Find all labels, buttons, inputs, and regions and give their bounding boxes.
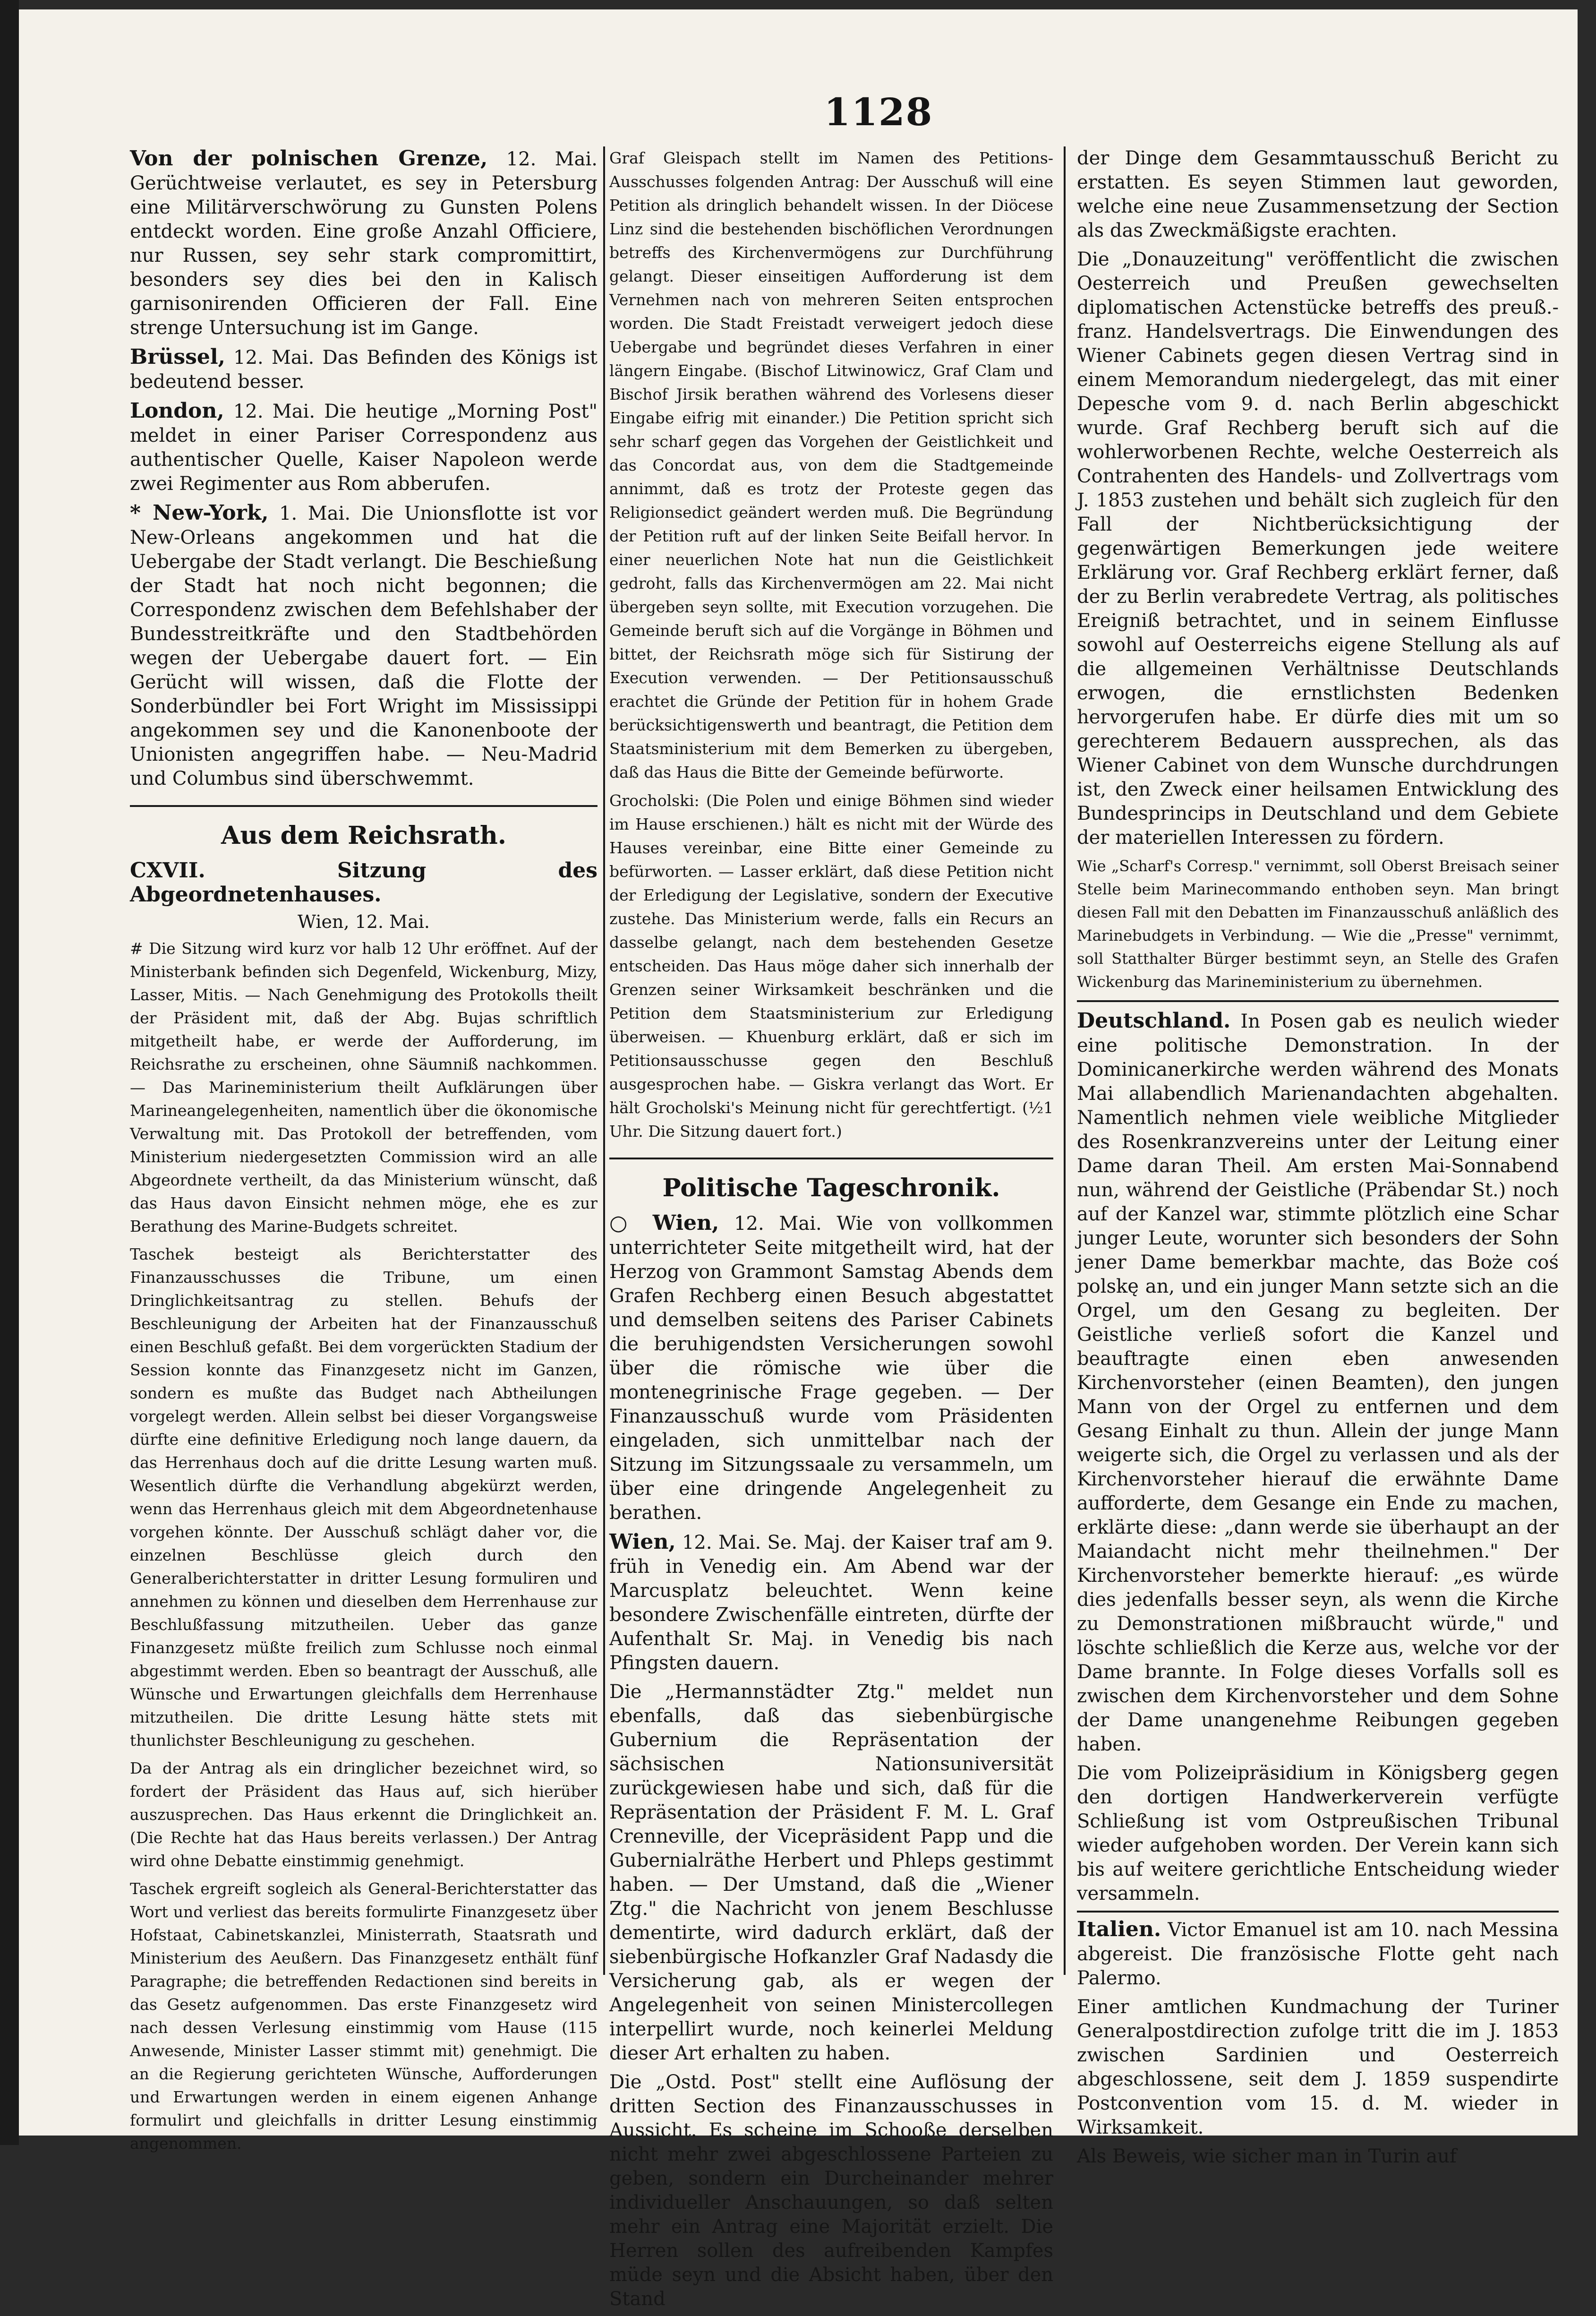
article-lead: Brüssel, [130, 345, 225, 369]
article-text: 12. Mai. Se. Maj. der Kaiser traf am 9. früh in Venedig ein. Am Abend war der Marcusplatz beleuchtet. Wenn keine besondere Zwischenfälle eintreten, dürfte der Aufenthalt Sr. Maj. in Venedig bis nach Pfingsten dauern. [609, 1532, 1053, 1674]
section-divider [1077, 1911, 1559, 1913]
article-text: 12. Mai. Wie von vollkommen unterrichteter Seite mitgetheilt wird, hat der Herzog von Grammont Samstag Abends dem Grafen Rechberg einen Besuch abgestattet und demselben seitens des Pariser Cabinets die beruhigendsten Versicherungen sowohl über die römische wie über die montenegrinische Frage gegeben. — Der Finanzausschuß wurde vom Präsidenten eingeladen, sich unmittelbar nach der Sitzung im Sitzungssaale zu versammeln, um über eine dringende Angelegenheit zu berathen. [609, 1213, 1054, 1524]
section-divider [609, 1158, 1053, 1159]
section-title-tageschronik: Politische Tageschronik. [662, 1174, 1000, 1202]
sitting-heading: CXVII. Sitzung des Abgeordnetenhauses. [130, 858, 597, 907]
paragraph: Die „Ostd. Post" stellt eine Auflösung der dritten Section des Finanzausschusses in Aussicht. Es scheine im Schooße derselben nicht mehr zwei abgeschlossene Parteien zu geben, sondern ein Durcheinander mehrer individueller Anschauungen, so daß selten mehr ein Antrag eine Majorität erzielt. Die Herren sollen des aufreibenden Kampfes müde seyn und die Absicht haben, über den Stand [609, 2071, 1053, 2310]
article-lead: * New-York, [130, 501, 269, 525]
paragraph: # Die Sitzung wird kurz vor halb 12 Uhr eröffnet. Auf der Ministerbank befinden sich Degenfeld, Wickenburg, Mizy, Lasser, Mitis. — Nach Genehmigung des Protokolls theilt der Präsident mit, daß der Abg. Bujas schriftlich mitgetheilt habe, er werde der Aufforderung, im Reichsrathe zu erscheinen, ohne Säumniß nachkommen. — Das Marineministerium theilt Aufklärungen über Marineangelegenheiten, namentlich über die ökonomische Verwaltung mit. Das Protokoll der betreffenden, vom Ministerium niedergesetzten Commission wird an alle Abgeordnete vertheilt, da das Ministerium wünscht, daß das Haus davon Einsicht nehmen möge, ehe es zur Berathung des Marine-Budgets schreitet. [130, 939, 597, 1235]
paragraph: Die vom Polizeipräsidium in Königsberg gegen den dortigen Handwerkerverein verfügte Schließung ist vom Ostpreußischen Tribunal wieder aufgehoben worden. Der Verein kann sich bis auf weitere gerichtliche Entscheidung wieder versammeln. [1077, 1762, 1559, 1904]
section-divider [130, 805, 597, 807]
article-italien [1077, 1917, 1559, 1990]
page-number: 1128 [824, 90, 933, 134]
column-2 [609, 146, 1053, 2316]
newspaper-page [19, 9, 1578, 2310]
dateline: Wien, 12. Mai. [298, 911, 430, 932]
paragraph: Da der Antrag als ein dringlicher bezeichnet wird, so fordert der Präsident das Haus auf, sich hierüber auszusprechen. Das Haus erkennt die Dringlichkeit an. (Die Rechte hat das Haus bereits verlassen.) Der Antrag wird ohne Debatte einstimmig genehmigt. [130, 1759, 597, 1870]
article-text: Victor Emanuel ist am 10. nach Messina abgereist. Die französische Flotte geht nach Palermo. [1077, 1919, 1559, 1989]
article-lead: London, [130, 399, 224, 423]
article-text: 12. Mai. Gerüchtweise verlautet, es sey in Petersburg eine Militärverschwörung zu Gunsten Polens entdeckt worden. Eine große Anzahl Officiere, nur Russen, sey sehr stark compromittirt, besonders sey dies bei den in Kalisch garnisonirenden Officieren der Fall. Eine strenge Untersuchung ist im Gange. [130, 148, 597, 339]
paragraph: Einer amtlichen Kundmachung der Turiner Generalpostdirection zufolge tritt die im J. 1853 zwischen Sardinien und Oesterreich abgeschlossene, seit dem J. 1859 suspendirte Postconvention vom 15. d. M. wieder in Wirksamkeit. [1077, 1996, 1559, 2138]
article-text: 12. Mai. Die heutige „Morning Post" meldet in einer Pariser Correspondenz aus authentischer Quelle, Kaiser Napoleon werde zwei Regimenter aus Rom abberufen. [130, 401, 597, 495]
paragraph: Taschek besteigt als Berichterstatter des Finanzausschusses die Tribune, um einen Dringlichkeitsantrag zu stellen. Behufs der Beschleunigung der Arbeiten hat der Finanzausschuß einen Beschluß gefaßt. Bei dem vorgerückten Stadium der Session konnte das Finanzgesetz nicht im Ganzen, sondern es mußte das Budget nach Abtheilungen vorgelegt werden. Allein selbst bei dieser Vorgangsweise dürfte eine definitive Erledigung noch lange dauern, da das Herrenhaus doch auf die dritte Lesung warten muß. Wesentlich dürfte die Verhandlung abgekürzt werden, wenn das Herrenhaus gleich mit dem Abgeordnetenhause vorgehen könnte. Der Ausschuß schlägt daher vor, die einzelnen Beschlüsse gleich durch den Generalberichterstatter in dritter Lesung formuliren und annehmen zu können und dieselben dem Herrenhause zur Beschlußfassung mitzutheilen. Ueber das ganze Finanzgesetz müßte freilich zum Schlusse noch einmal abgestimmt werden. Eben so beantragt der Ausschuß, alle Wünsche und Erwartungen gleichfalls dem Herrenhause mitzutheilen. Die dritte Lesung hätte stets mit thunlichster Beschleunigung zu geschehen. [130, 1245, 597, 1750]
paragraph: Die „Hermannstädter Ztg." meldet nun ebenfalls, daß das siebenbürgische Gubernium die Repräsentation der sächsischen Nationsuniversität zurückgewiesen habe und sich, daß für die Repräsentation der Präsident F. M. L. Graf Crenneville, der Vicepräsident Papp und die Gubernialräthe Herbert und Phleps gestimmt haben. — Der Umstand, daß die „Wiener Ztg." die Nachricht von jenem Beschlusse dementirte, wird dadurch erklärt, daß der siebenbürgische Hofkanzler Graf Nadasdy die Versicherung gab, als er wegen der Angelegenheit von seinen Ministercollegen interpellirt wurde, noch keinerlei Meldung dieser Art erhalten zu haben. [609, 1681, 1053, 2064]
article-lead: Deutschland. [1077, 1009, 1231, 1033]
article-wien-2 [609, 1530, 1053, 1675]
article-lead: ○ Wien, [609, 1211, 719, 1235]
article-bruessel [130, 345, 597, 394]
paragraph: Die „Donauzeitung" veröffentlicht die zwischen Oesterreich und Preußen gewechselten diplomatischen Actenstücke betreffs des preuß.-franz. Handelsvertrags. Die Einwendungen des Wiener Cabinets gegen diesen Vertrag sind in einem Memorandum niedergelegt, das mit einer Depesche vom 9. d. nach Berlin abgeschickt wurde. Graf Rechberg beruft sich auf die wohlerworbenen Rechte, welche Oesterreich als Contrahenten des Handels- und Zollvertrags vom J. 1853 zustehen und behält sich zugleich für den Fall der Nichtberücksichtigung der gegenwärtigen Bemerkungen jede weitere Erklärung vor. Graf Rechberg erklärt ferner, daß der zu Berlin verabredete Vertrag, als politisches Ereigniß betrachtet, und in seinem Einflusse sowohl auf Oesterreichs eigene Stellung als auf die allgemeinen Verhältnisse Deutschlands erwogen, die ernstlichsten Bedenken hervorgerufen habe. Er dürfe dies mit um so gerechterem Bedauern aussprechen, als das Wiener Cabinet von dem Wunsche durchdrungen ist, den Zweck einer heilsamen Entwicklung des Bundesprincips in Deutschland und dem Gebiete der materiellen Interessen zu fördern. [1077, 249, 1559, 849]
paragraph-small: Wie „Scharf's Corresp." vernimmt, soll Oberst Breisach seiner Stelle beim Marinecommando enthoben seyn. Man bringt diesen Fall mit den Debatten im Finanzausschuß anläßlich des Marinebudgets in Verbindung. — Wie die „Presse" vernimmt, soll Statthalter Bürger bestimmt seyn, an Stelle des Grafen Wickenburg das Marineministerium zu übernehmen. [1077, 857, 1559, 991]
article-lead: Wien, [609, 1530, 676, 1554]
paragraph: Als Beweis, wie sicher man in Turin auf [1077, 2145, 1457, 2167]
article-newyork [130, 501, 597, 791]
paragraph: der Dinge dem Gesammtausschuß Bericht zu erstatten. Es seyen Stimmen laut geworden, welche eine neue Zusammensetzung der Section als das Zweckmäßigste erachten. [1077, 147, 1559, 241]
paragraph: Grocholski: (Die Polen und einige Böhmen sind wieder im Hause erschienen.) hält es nicht mit der Würde des Hauses vereinbar, eine Bitte einer Gemeinde zu befürworten. — Lasser erklärt, daß diese Petition nicht der Erledigung der Legislative, sondern der Executive zustehe. Das Ministerium werde, falls ein Recurs an dasselbe gelangt, nach dem bestehenden Gesetze entscheiden. Das Haus möge daher sich innerhalb der Grenzen seiner Wirksamkeit beschränken und die Petition dem Staatsministerium zur Erledigung überweisen. — Khuenburg erklärt, daß er sich im Petitionsausschusse gegen den Beschluß ausgesprochen habe. — Giskra verlangt das Wort. Er hält Grocholski's Meinung nicht für gerechtfertigt. (½1 Uhr. Die Sitzung dauert fort.) [609, 791, 1053, 1141]
article-text: 1. Mai. Die Unionsflotte ist vor New-Orleans angekommen und hat die Uebergabe der Stadt verlangt. Die Beschießung der Stadt hat noch nicht begonnen; die Correspondenz zwischen dem Befehlshaber der Bundesstreitkräfte und den Stadtbehörden wegen der Uebergabe dauert fort. — Ein Gerücht will wissen, daß die Flotte der Sonderbündler bei Fort Wright im Mississippi angekommen sey und die Kanonenboote der Unionisten angegriffen habe. — Neu-Madrid und Columbus sind überschwemmt. [130, 503, 598, 789]
article-wien-1 [609, 1211, 1053, 1525]
paragraph: Graf Gleispach stellt im Namen des Petitions-Ausschusses folgenden Antrag: Der Ausschuß will eine Petition als dringlich behandelt wissen. In der Diöcese Linz sind die bestehenden bischöflichen Verordnungen betreffs des Kirchenvermögens zur Durchführung gelangt. Dieser einseitigen Aufforderung ist dem Vernehmen nach von mehreren Seiten entsprochen worden. Die Stadt Freistadt verweigert jedoch diese Uebergabe und begründet dieses Verfahren in einer längern Eingabe. (Bischof Litwinowicz, Graf Clam und Bischof Jirsik berathen während des Vorlesens dieser Eingabe eifrig mit einander.) Die Petition spricht sich sehr scharf gegen das Vorgehen der Geistlichkeit und das Concordat aus, von dem die Stadtgemeinde annimmt, daß es trotz der Proteste gegen das Religionsedict geändert werden muß. Die Begründung der Petition ruft auf der linken Seite Beifall hervor. In einer neuerlichen Note hat nun die Geistlichkeit gedroht, falls das Kirchenvermögen am 22. Mai nicht übergeben seyn sollte, mit Execution vorzugehen. Die Gemeinde beruft sich auf die Vorgänge in Böhmen und bittet, der Reichsrath möge sich für Sistirung der Execution verwenden. — Der Petitionsausschuß erachtet die Gründe der Petition für in hohem Grade berücksichtigenswerth und beantragt, die Petition dem Staatsministerium mit dem Bemerken zu übergeben, daß das Haus die Bitte der Gemeinde befürworte. [609, 149, 1053, 781]
column-3 [1077, 146, 1559, 2173]
article-lead: Von der polnischen Grenze, [130, 146, 488, 171]
article-london [130, 399, 597, 496]
column-rule-left [603, 146, 605, 1975]
section-divider [1077, 1000, 1559, 1002]
column-rule-right [1064, 146, 1066, 1975]
article-text: In Posen gab es neulich wieder eine politische Demonstration. In der Dominicanerkirche werden während des Monats Mai allabendlich Marienandachten abgehalten. Namentlich nehmen viele weibliche Mitglieder des Rosenkranzvereins unter der Leitung einer Dame daran Theil. Am ersten Mai-Sonnabend nun, während der Geistliche (Präbendar St.) noch auf der Kanzel war, stimmte plötzlich eine Schar junger Leute, worunter sich besonders der Sohn jener Dame bemerkbar machte, das Boże coś polskę an, und ein junger Mann setzte sich an die Orgel, um den Gesang zu begleiten. Der Geistliche verließ sofort die Kanzel und beauftragte einen eben anwesenden Kirchenvorsteher (einen Beamten), den jungen Mann von der Orgel zu entfernen und dem Gesang Einhalt zu thun. Allein der junge Mann weigerte sich, die Orgel zu verlassen und als der Kirchenvorsteher hierauf die erwähnte Dame aufforderte, dem Gesange ein Ende zu machen, erklärte diese: „dann werde sie überhaupt an der Maiandacht nicht mehr theilnehmen." Der Kirchenvorsteher bemerkte hierauf: „es würde dies jedenfalls besser seyn, als wenn die Kirche zu Demonstrationen mißbraucht würde," und löschte schließlich die Kerze aus, welche vor der Dame brannte. In Folge dieses Vorfalls soll es zwischen dem Kirchenvorsteher und dem Sohne der Dame unangenehme Reibungen gegeben haben. [1077, 1011, 1559, 1755]
section-title-reichsrath: Aus dem Reichsrath. [221, 821, 506, 850]
article-polen [130, 146, 597, 340]
article-deutschland [1077, 1009, 1559, 1757]
paragraph: Taschek ergreift sogleich als General-Berichterstatter das Wort und verliest das bereits formulirte Finanzgesetz über Hofstaat, Cabinetskanzlei, Ministerrath, Staatsrath und Ministerium des Aeußern. Das Finanzgesetz enthält fünf Paragraphe; die betreffenden Redactionen sind bereits in das Gesetz aufgenommen. Das erste Finanzgesetz wird nach dessen Verlesung einstimmig vom Hause (115 Anwesende, Minister Lasser stimmt mit) genehmigt. Die an die Regierung gerichteten Wünsche, Aufforderungen und Erwartungen werden in einem eigenen Anhange formulirt und gleichfalls in dritter Lesung einstimmig angenommen. [130, 1879, 597, 2153]
scan-edge [0, 0, 19, 2145]
column-1 [130, 146, 597, 2160]
article-text: 12. Mai. Das Befinden des Königs ist bedeutend besser. [130, 347, 598, 393]
article-lead: Italien. [1077, 1917, 1161, 1941]
